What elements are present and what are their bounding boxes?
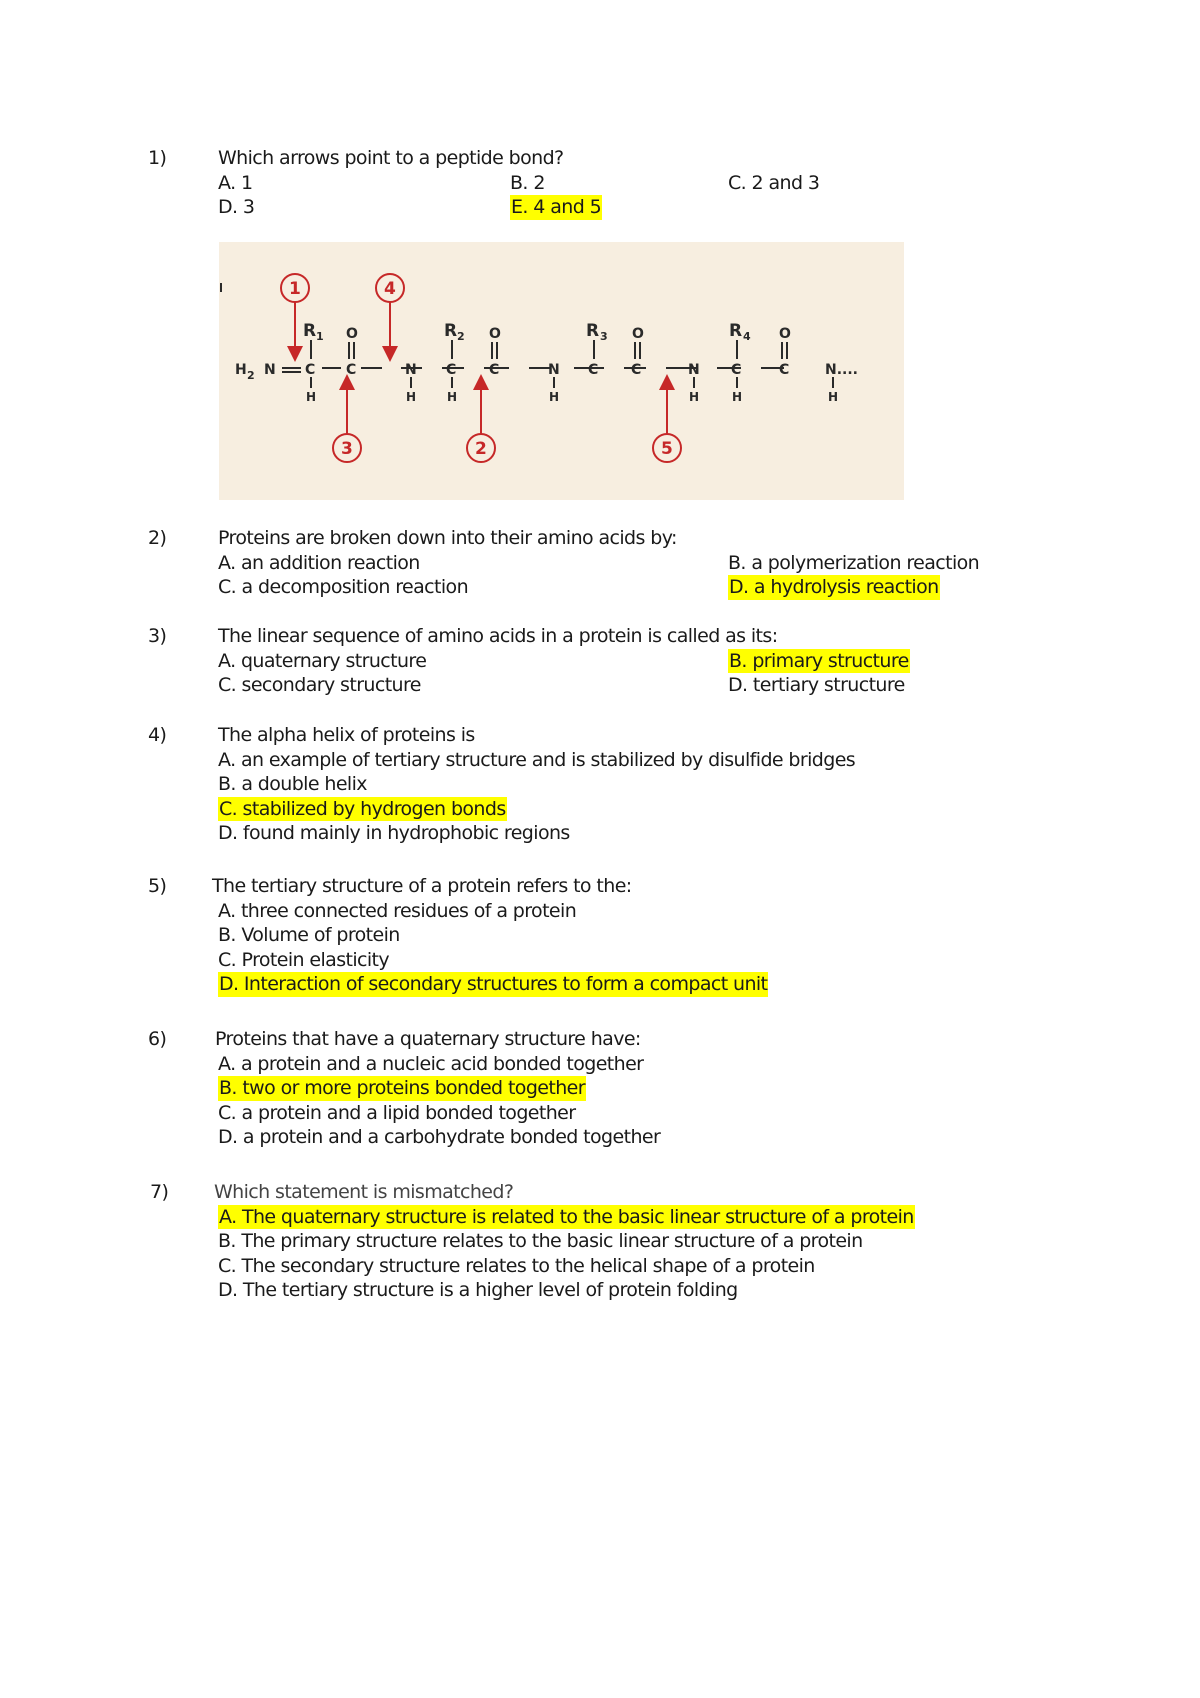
option-c: C. The secondary structure relates to the helical shape of a protein xyxy=(218,1254,815,1277)
question-2 xyxy=(0,526,1200,600)
arrow-number: 4 xyxy=(384,279,396,299)
atom-c: C xyxy=(305,362,316,378)
option-a: A. an example of tertiary structure and is stabilized by disulfide bridges xyxy=(218,748,856,771)
atom-n: N xyxy=(688,362,700,378)
option-c: C. 2 and 3 xyxy=(728,171,820,194)
option-d: D. 3 xyxy=(218,196,255,218)
option-b: B. Volume of protein xyxy=(218,924,400,946)
r-group: R xyxy=(729,321,743,341)
r-group: R xyxy=(303,321,317,341)
option-c: C. a decomposition reaction xyxy=(218,576,469,598)
option-d: D. found mainly in hydrophobic regions xyxy=(218,822,570,844)
r-sub: 3 xyxy=(600,330,608,343)
question-5 xyxy=(0,874,1200,997)
option-a: A. three connected residues of a protein xyxy=(218,899,577,922)
arrow-number: 1 xyxy=(289,279,301,299)
atom-h: H xyxy=(732,390,743,404)
r-sub: 2 xyxy=(457,330,465,343)
question-number: 7) xyxy=(150,1181,169,1203)
question-stem: The tertiary structure of a protein refers to the: xyxy=(212,875,632,897)
question-number: 2) xyxy=(148,527,167,549)
question-1 xyxy=(0,146,1200,220)
atom-c: C xyxy=(631,362,642,378)
peptide-chain-diagram xyxy=(219,242,904,500)
question-6 xyxy=(0,1027,1200,1150)
option-a: A. an addition reaction xyxy=(218,551,420,574)
question-number: 5) xyxy=(148,875,167,897)
r-sub: 4 xyxy=(743,330,751,343)
atom-h: H xyxy=(689,390,700,404)
amino-h: H xyxy=(235,362,247,378)
option-b: B. a double helix xyxy=(218,773,367,795)
r-sub: 1 xyxy=(316,330,324,343)
question-number: 6) xyxy=(148,1028,167,1050)
atom-o: O xyxy=(489,326,501,342)
option-e-answer: E. 4 and 5 xyxy=(511,196,602,218)
peptide-svg xyxy=(219,242,904,500)
question-stem: Proteins are broken down into their amino acids by: xyxy=(218,527,677,549)
option-a-answer: A. The quaternary structure is related to the basic linear structure of a protein xyxy=(219,1205,914,1228)
option-c: C. a protein and a lipid bonded together xyxy=(218,1101,576,1124)
atom-h: H xyxy=(828,390,839,404)
atom-o: O xyxy=(779,326,791,342)
option-c: C. secondary structure xyxy=(218,674,421,696)
amino-n: N xyxy=(264,362,276,378)
option-b: B. a polymerization reaction xyxy=(728,551,980,574)
option-c-answer: C. stabilized by hydrogen bonds xyxy=(219,797,506,820)
atom-labels xyxy=(235,321,858,404)
option-b: B. The primary structure relates to the basic linear structure of a protein xyxy=(218,1230,863,1252)
amino-sub: 2 xyxy=(247,369,255,382)
question-number: 1) xyxy=(148,147,167,169)
question-4 xyxy=(0,723,1200,846)
atom-n: N xyxy=(548,362,560,378)
question-number: 3) xyxy=(148,625,167,647)
question-stem: Which statement is mismatched? xyxy=(214,1181,514,1203)
question-number: 4) xyxy=(148,724,167,746)
arrow-number: 3 xyxy=(341,439,353,459)
atom-o: O xyxy=(346,326,358,342)
option-a: A. a protein and a nucleic acid bonded together xyxy=(218,1052,644,1075)
atom-h: H xyxy=(447,390,458,404)
r-group: R xyxy=(586,321,600,341)
question-stem: The alpha helix of proteins is xyxy=(218,724,475,746)
atom-c: C xyxy=(731,362,742,378)
option-a: A. 1 xyxy=(218,171,253,194)
option-b: B. 2 xyxy=(510,171,545,194)
option-c: C. Protein elasticity xyxy=(218,948,390,971)
option-d: D. tertiary structure xyxy=(728,674,905,696)
atom-h: H xyxy=(306,390,317,404)
option-d: D. a protein and a carbohydrate bonded together xyxy=(218,1126,661,1148)
question-stem: The linear sequence of amino acids in a protein is called as its: xyxy=(218,625,778,647)
tail-n: N.... xyxy=(825,362,858,378)
atom-h: H xyxy=(406,390,417,404)
option-b-answer: B. primary structure xyxy=(729,649,909,672)
question-stem: Which arrows point to a peptide bond? xyxy=(218,147,564,169)
r-group: R xyxy=(444,321,458,341)
option-d-answer: D. a hydrolysis reaction xyxy=(729,576,939,598)
atom-c: C xyxy=(489,362,500,378)
atom-o: O xyxy=(632,326,644,342)
atom-c: C xyxy=(346,362,357,378)
question-stem: Proteins that have a quaternary structure have: xyxy=(215,1028,641,1050)
atom-c: C xyxy=(588,362,599,378)
option-d-answer: D. Interaction of secondary structures to form a compact unit xyxy=(219,973,768,995)
atom-c: C xyxy=(779,362,790,378)
atom-c: C xyxy=(446,362,457,378)
question-7 xyxy=(0,1180,1200,1303)
atom-h: H xyxy=(549,390,560,404)
arrow-number: 5 xyxy=(661,439,673,459)
option-a: A. quaternary structure xyxy=(218,649,427,672)
atom-n: N xyxy=(405,362,417,378)
option-b-answer: B. two or more proteins bonded together xyxy=(219,1077,585,1099)
question-3 xyxy=(0,624,1200,698)
option-d: D. The tertiary structure is a higher level of protein folding xyxy=(218,1279,738,1301)
arrow-number: 2 xyxy=(475,439,487,459)
